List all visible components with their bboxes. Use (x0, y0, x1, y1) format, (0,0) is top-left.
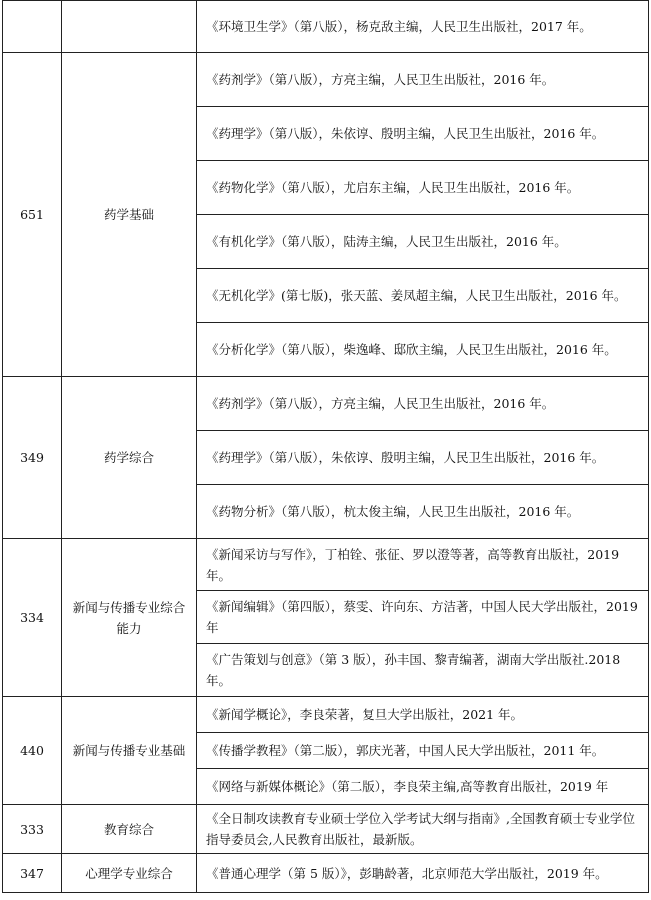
subject-name: 药学综合 (62, 377, 197, 539)
book-entry: 《普通心理学（第 5 版）》，彭聃龄著，北京师范大学出版社，2019 年。 (197, 854, 649, 893)
book-entry: 《网络与新媒体概论》（第二版），李良荣主编,高等教育出版社，2019 年 (197, 769, 649, 805)
book-entry: 《传播学教程》（第二版），郭庆光著，中国人民大学出版社，2011 年。 (197, 733, 649, 769)
exam-code: 349 (3, 377, 62, 539)
subject-name (62, 1, 197, 53)
table-row (3, 377, 649, 431)
exam-code: 651 (3, 53, 62, 377)
reference-books-table (2, 0, 649, 893)
table-row (3, 854, 649, 893)
book-entry: 《药理学》（第八版），朱依谆、殷明主编，人民卫生出版社，2016 年。 (197, 107, 649, 161)
exam-code: 440 (3, 697, 62, 805)
book-entry: 《广告策划与创意》（第 3 版），孙丰国、黎青编著，湖南大学出版社.2018 年。 (197, 644, 649, 697)
book-entry: 《药理学》（第八版），朱依谆、殷明主编，人民卫生出版社，2016 年。 (197, 431, 649, 485)
table-row (3, 697, 649, 733)
book-entry: 《新闻学概论》，李良荣著，复旦大学出版社，2021 年。 (197, 697, 649, 733)
table-row (3, 805, 649, 854)
book-entry: 《新闻采访与写作》，丁柏铨、张征、罗以澄等著，高等教育出版社，2019 年。 (197, 539, 649, 591)
book-entry: 《药剂学》（第八版），方亮主编，人民卫生出版社，2016 年。 (197, 53, 649, 107)
book-entry: 《有机化学》（第八版），陆涛主编，人民卫生出版社，2016 年。 (197, 215, 649, 269)
book-entry: 《分析化学》（第八版），柴逸峰、邸欣主编，人民卫生出版社，2016 年。 (197, 323, 649, 377)
exam-code: 333 (3, 805, 62, 854)
table-row (3, 539, 649, 591)
table-row (3, 1, 649, 53)
exam-code (3, 1, 62, 53)
exam-code: 347 (3, 854, 62, 893)
subject-name: 心理学专业综合 (62, 854, 197, 893)
book-entry: 《药物分析》（第八版），杭太俊主编，人民卫生出版社，2016 年。 (197, 485, 649, 539)
book-entry: 《无机化学》(第七版)，张天蓝、姜凤超主编，人民卫生出版社，2016 年。 (197, 269, 649, 323)
subject-name-text: 新闻与传播专业综合能力 (72, 599, 186, 636)
book-entry: 《新闻编辑》（第四版），蔡雯、许向东、方洁著，中国人民大学出版社，2019 年 (197, 591, 649, 644)
book-entry: 《全日制攻读教育专业硕士学位入学考试大纲与指南》,全国教育硕士专业学位指导委员会,人民教育出版社，最新版。 (197, 805, 649, 854)
exam-code: 334 (3, 539, 62, 697)
book-entry: 《药物化学》（第八版），尤启东主编，人民卫生出版社，2016 年。 (197, 161, 649, 215)
subject-name (62, 539, 197, 697)
book-entry: 《环境卫生学》（第八版），杨克敌主编，人民卫生出版社，2017 年。 (197, 1, 649, 53)
book-entry: 《药剂学》（第八版），方亮主编，人民卫生出版社，2016 年。 (197, 377, 649, 431)
subject-name: 新闻与传播专业基础 (62, 697, 197, 805)
subject-name: 教育综合 (62, 805, 197, 854)
subject-name: 药学基础 (62, 53, 197, 377)
table-row (3, 53, 649, 107)
